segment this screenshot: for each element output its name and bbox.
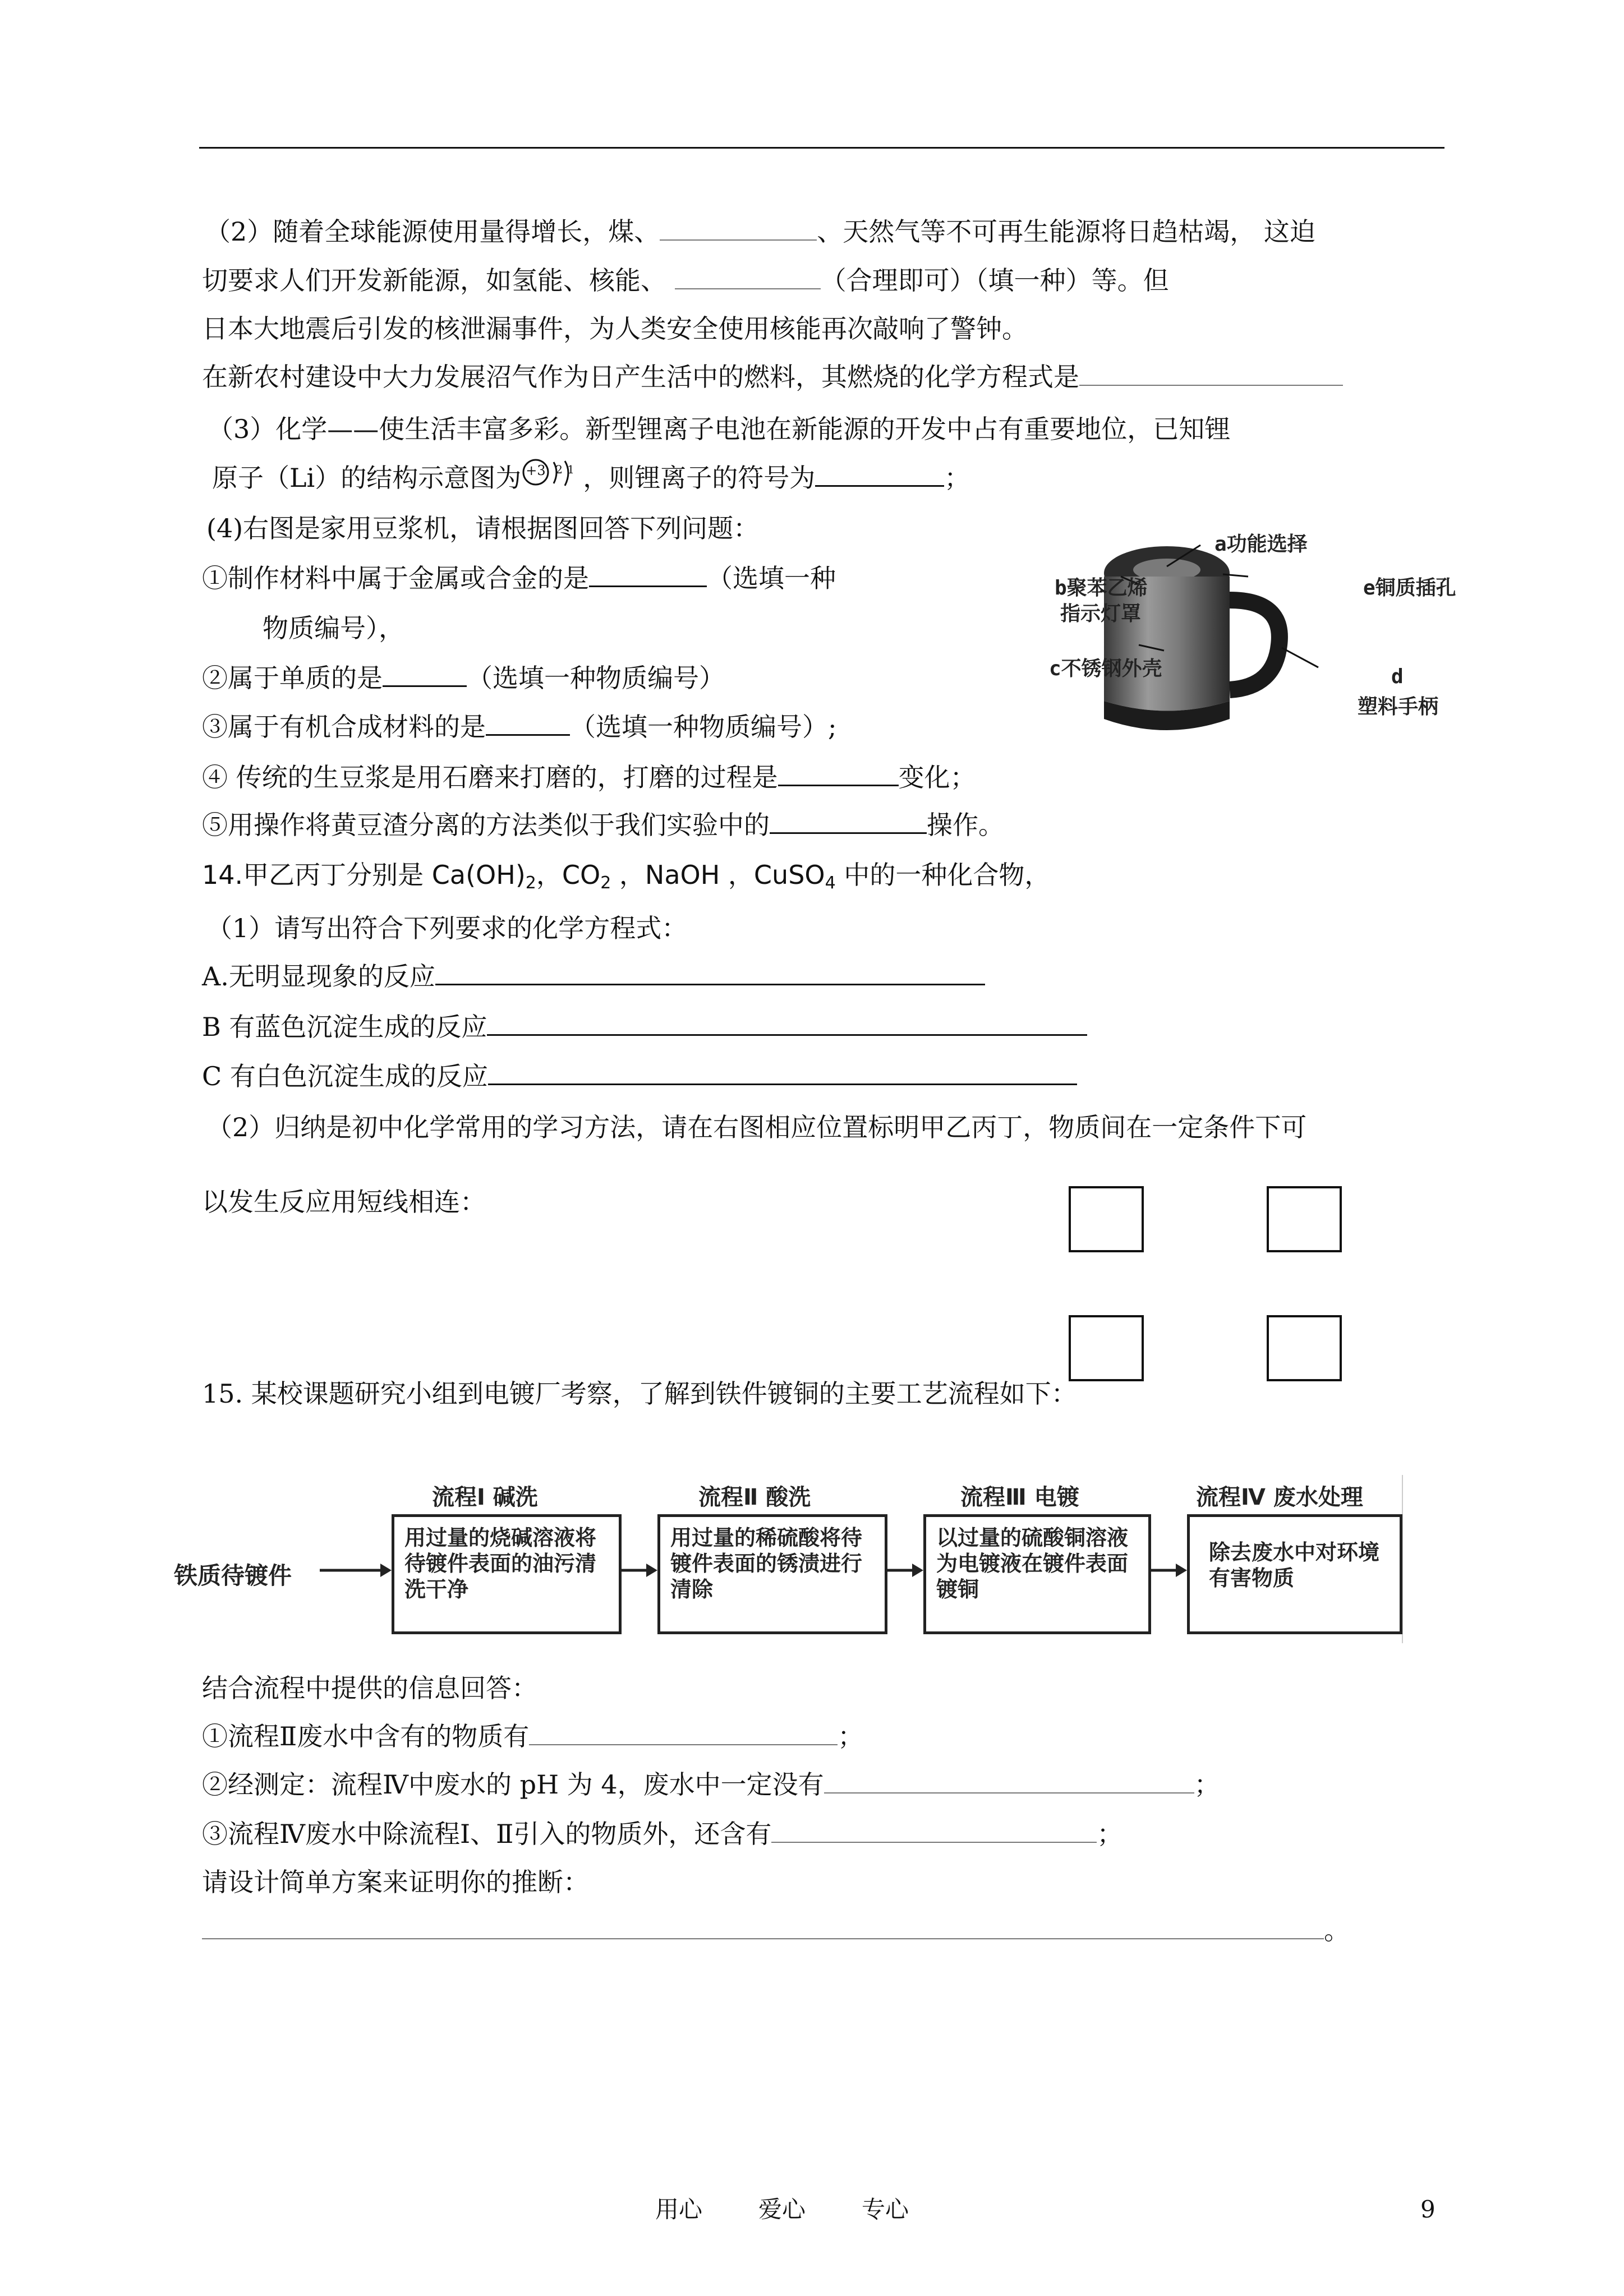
text: ①流程Ⅱ废水中含有的物质有: [202, 1721, 530, 1751]
q15-item2: [202, 1768, 1220, 1801]
text: 、天然气等不可再生能源将日趋枯竭， 这迫: [817, 216, 1315, 247]
q13-4-intro: (4)右图是家用豆浆机，请根据图回答下列问题：: [206, 513, 760, 543]
q15-item4: 请设计简单方案来证明你的推断：: [202, 1867, 589, 1897]
label-function-select: a功能选择: [1214, 533, 1308, 556]
q13-2-line1: [205, 215, 1315, 248]
answer-box-top-right[interactable]: [1267, 1186, 1342, 1252]
q14-item-b: [202, 1009, 1087, 1044]
answer-blank[interactable]: [660, 215, 817, 241]
footer-slogan: [655, 2193, 909, 2226]
text: 切要求人们开发新能源，如氢能、核能、: [202, 265, 675, 296]
answer-blank[interactable]: [486, 709, 570, 736]
text: （合理即可）（填一种）等。但: [820, 265, 1169, 296]
q15-intro: 15. 某校课题研究小组到电镀厂考察，了解到铁件镀铜的主要工艺流程如下：: [202, 1378, 1077, 1409]
text: C 有白色沉淀生成的反应: [202, 1061, 488, 1091]
flow-step2-title: 流程Ⅱ 酸洗: [698, 1484, 811, 1510]
q13-4-item5: [202, 808, 1004, 842]
footer-slogan-2: 爱心: [758, 2196, 806, 2223]
flow-step1-title: 流程Ⅰ 碱洗: [432, 1484, 538, 1510]
page-number: 9: [1420, 2196, 1436, 2223]
flow-start-label: 铁质待镀件: [174, 1562, 292, 1589]
footer-slogan-3: 专心: [862, 2196, 909, 2223]
answer-blank[interactable]: [435, 959, 985, 985]
soymilk-maker-figure: [1049, 533, 1481, 746]
atom-structure-diagram: [521, 459, 583, 492]
answer-blank[interactable]: [487, 1009, 1087, 1036]
label-indicator-cover-2: 指示灯罩: [1060, 602, 1142, 625]
text: ②经测定：流程Ⅳ中废水的 pH 为 4，废水中一定没有: [202, 1769, 824, 1800]
answer-blank[interactable]: [771, 1817, 1097, 1843]
text: 中的一种化合物，: [835, 860, 1051, 890]
flow-step2-box: 用过量的稀硫酸将待镀件表面的锈渍进行清除: [657, 1514, 887, 1634]
text: （选填一种物质编号）;: [570, 712, 837, 742]
text: ⑤用操作将黄豆渣分离的方法类似于我们实验中的: [202, 810, 770, 840]
answer-blank[interactable]: [589, 561, 707, 587]
atom-shell1-label: 2: [555, 463, 563, 476]
flow-step1-box: 用过量的烧碱溶液将待镀件表面的油污清洗干净: [392, 1514, 622, 1634]
atom-nucleus-label: +3: [526, 463, 546, 478]
q14-part2: （2）归纳是初中化学常用的学习方法，请在右图相应位置标明甲乙丙丁，物质间在一定条件下可: [206, 1112, 1307, 1142]
text: （选填一种: [707, 563, 836, 593]
text: ，CO: [536, 860, 601, 890]
q13-4-item1-cont: 物质编号），: [263, 613, 404, 643]
q13-4-item4: [202, 760, 976, 794]
text: 原子（Li）的结构示意图为: [212, 463, 522, 493]
atom-shell2-label: 1: [567, 463, 574, 476]
text: A.无明显现象的反应: [202, 961, 435, 992]
text: （2）随着全球能源使用量得增长，煤、: [205, 216, 660, 247]
q15-item3: [202, 1817, 1122, 1851]
answer-box-bottom-left[interactable]: [1069, 1315, 1144, 1381]
answer-blank[interactable]: [383, 661, 467, 687]
q15-answer-intro: 结合流程中提供的信息回答：: [202, 1673, 537, 1703]
flow-step3-title: 流程Ⅲ 电镀: [960, 1484, 1079, 1510]
text: ①制作材料中属于金属或合金的是: [202, 563, 589, 593]
text: 操作。: [927, 810, 1004, 840]
answer-blank[interactable]: [488, 1059, 1077, 1085]
q13-4-item1: [202, 561, 836, 595]
text: 14.甲乙丙丁分别是 Ca(OH): [202, 860, 526, 890]
flow-step4-title: 流程Ⅳ 废水处理: [1196, 1484, 1363, 1510]
answer-box-top-left[interactable]: [1069, 1186, 1144, 1252]
subscript: 4: [825, 873, 836, 893]
footer-slogan-1: 用心: [655, 2196, 703, 2223]
text: ；: [1194, 1769, 1220, 1800]
text: ④ 传统的生豆浆是用石磨来打磨的，打磨的过程是: [202, 762, 778, 792]
answer-blank[interactable]: [778, 760, 899, 786]
answer-blank[interactable]: [770, 808, 927, 834]
label-indicator-cover: b聚苯乙烯: [1055, 577, 1148, 600]
flow-step3-box: 以过量的硫酸铜溶液为电镀液在镀件表面镀铜: [923, 1514, 1151, 1634]
text: B 有蓝色沉淀生成的反应: [202, 1012, 487, 1042]
text: ，则锂离子的符号为: [583, 463, 816, 493]
text: ③属于有机合成材料的是: [202, 712, 486, 742]
subscript: 2: [525, 873, 536, 893]
q13-4-item2: [202, 661, 725, 695]
text: ，NaOH ，CuSO: [611, 860, 825, 890]
q13-2-line4: [202, 360, 1343, 394]
label-steel-shell: c不锈钢外壳: [1049, 657, 1162, 680]
q13-3-line2: [212, 459, 970, 495]
q15-item4-answer: [202, 1914, 1350, 1947]
answer-blank[interactable]: [529, 1719, 838, 1745]
subscript: 2: [600, 873, 611, 893]
text: 在新农村建设中大力发展沼气作为日产生活中的燃料，其燃烧的化学方程式是: [202, 362, 1079, 392]
answer-blank[interactable]: [824, 1768, 1194, 1794]
text: ；: [838, 1721, 864, 1751]
q14-part1: （1）请写出符合下列要求的化学方程式：: [206, 913, 688, 943]
text: ；: [1097, 1819, 1123, 1849]
q14-part2-cont: 以发生反应用短线相连：: [202, 1187, 486, 1217]
end-mark: 。: [1324, 1915, 1350, 1945]
text: ③流程Ⅳ废水中除流程Ⅰ、Ⅱ引入的物质外，还含有: [202, 1819, 772, 1849]
q13-2-line3: 日本大地震后引发的核泄漏事件，为人类安全使用核能再次敲响了警钟。: [202, 313, 1028, 344]
answer-blank[interactable]: [1079, 360, 1343, 386]
header-rule: [199, 147, 1444, 149]
q13-4-item3: [202, 709, 837, 744]
answer-box-bottom-right[interactable]: [1267, 1315, 1342, 1381]
q13-3-line1: （3）化学——使生活丰富多彩。新型锂离子电池在新能源的开发中占有重要地位，已知锂: [208, 414, 1231, 444]
flow-step4-box: 除去废水中对环境有害物质: [1187, 1514, 1402, 1634]
text: ②属于单质的是: [202, 663, 383, 693]
q15-item1: [202, 1719, 863, 1753]
answer-blank[interactable]: [202, 1914, 1324, 1939]
label-plastic-handle: 塑料手柄: [1358, 695, 1439, 718]
q13-2-line2: [202, 264, 1169, 297]
text: 变化；: [898, 762, 976, 792]
q14-item-c: [202, 1059, 1077, 1093]
text: （选填一种物质编号）: [467, 663, 725, 693]
answer-blank[interactable]: [675, 264, 821, 289]
label-handle-letter: d: [1391, 665, 1404, 688]
q14-item-a: [202, 959, 985, 993]
process-flowchart: [168, 1475, 1414, 1643]
q14-intro: [202, 858, 1050, 900]
text: ；: [944, 463, 970, 493]
label-copper-socket: e铜质插孔: [1363, 577, 1456, 600]
answer-blank[interactable]: [815, 460, 944, 487]
